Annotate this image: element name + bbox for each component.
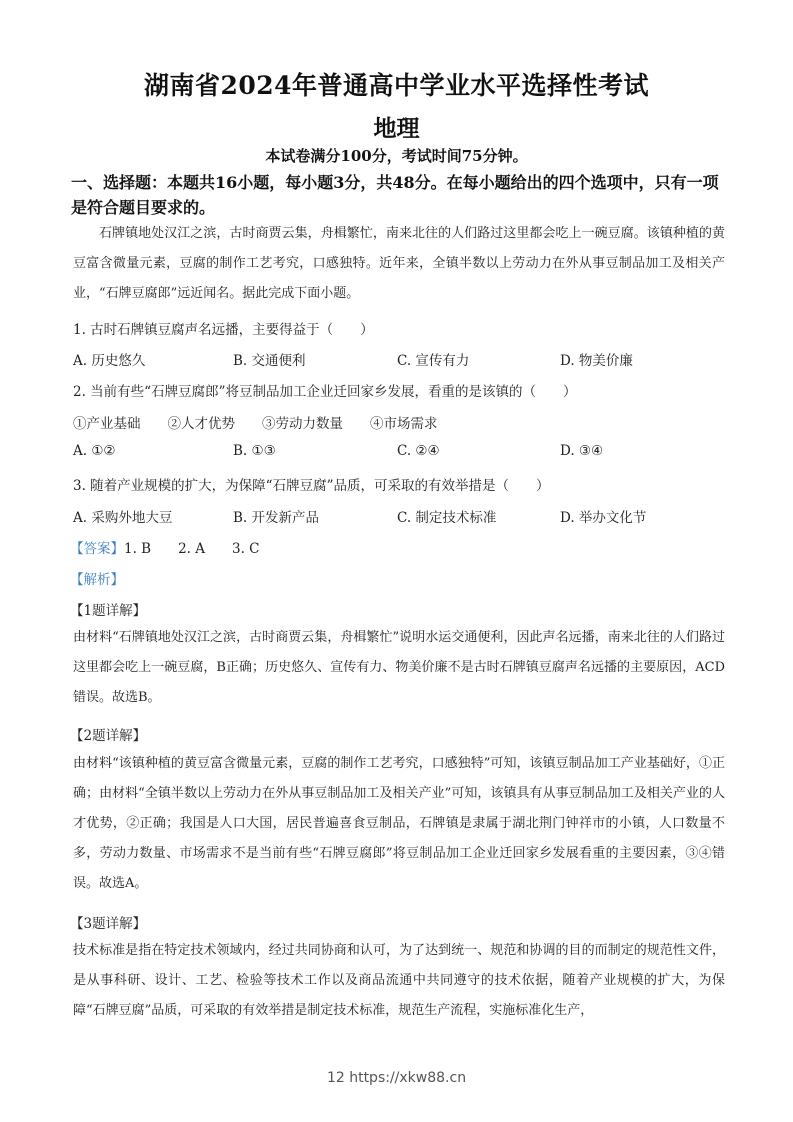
section-heading: 一、选择题：本题共16小题，每小题3分，共48分。在每小题给出的四个选项中，只有一项是符合题目要求的。 xyxy=(71,173,719,217)
question-3-option-a: A. 采购外地大豆 xyxy=(73,510,173,526)
question-1-option-d: D. 物美价廉 xyxy=(560,353,633,369)
question-1-option-a: A. 历史悠久 xyxy=(73,353,146,369)
exam-note: 本试卷满分100分，考试时间75分钟。 xyxy=(265,147,528,165)
question-2-option-a: A. ①② xyxy=(73,443,116,459)
question-1-option-c: C. 宣传有力 xyxy=(397,353,470,369)
exam-title: 湖南省2024年普通高中学业水平选择性考试 xyxy=(143,71,650,100)
question-1-stem: 1. 古时石牌镇豆腐声名远播，主要得益于（ ） xyxy=(73,322,374,338)
answer-values: 1. B 2. A 3. C xyxy=(124,541,260,557)
question-3-stem: 3. 随着产业规模的扩大，为保障“石牌豆腐”品质，可采取的有效举措是（ ） xyxy=(73,478,550,494)
question-3-option-b: B. 开发新产品 xyxy=(233,510,320,526)
detail-2-label: 【2题详解】 xyxy=(70,728,147,744)
detail-1-label: 【1题详解】 xyxy=(70,603,147,619)
detail-3-text: 技术标准是指在特定技术领域内，经过共同协商和认可，为了达到统一、规范和协调的目的而制定的规范性文件，是从事科研、设计、工艺、检验等技术工作以及商品流通中共同遵守的技术依据，随着产业规模的扩大，为保障“石牌豆腐”品质，可采取的有效举措是制定技术标准，规范生产流程，实施标准化生产， xyxy=(73,943,725,1018)
question-2-choices: ①产业基础 ②人才优势 ③劳动力数量 ④市场需求 xyxy=(73,416,438,432)
detail-3-label: 【3题详解】 xyxy=(70,916,147,932)
question-1-option-b: B. 交通便利 xyxy=(233,353,306,369)
question-3-option-c: C. 制定技术标准 xyxy=(397,510,497,526)
detail-2-text: 由材料“该镇种植的黄豆富含微量元素，豆腐的制作工艺考究，口感独特”可知，该镇豆制品加工产业基础好，①正确；由材料“全镇半数以上劳动力在外从事豆制品加工及相关产业”可知，该镇具有从事豆制品加工及相关产业的人才优势，②正确；我国是人口大国，居民普遍喜食豆制品，石牌镇是隶属于湖北荆门钟祥市的小镇，人口数量不多，劳动力数量、市场需求不是当前有些“石牌豆腐郎”将豆制品加工企业迁回家乡发展看重的主要因素，③④错误。故选A。 xyxy=(73,756,725,891)
answer-line xyxy=(70,537,260,557)
question-2-option-c: C. ②④ xyxy=(397,443,440,459)
question-2-stem: 2. 当前有些“石牌豆腐郎”将豆制品加工企业迁回家乡发展，看重的是该镇的（ ） xyxy=(73,384,577,400)
page-footer: 12 https://xkw88.cn xyxy=(326,1070,467,1086)
question-3-option-d: D. 举办文化节 xyxy=(560,510,647,526)
subject-title: 地理 xyxy=(373,115,420,142)
analysis-label: 【解析】 xyxy=(70,572,124,588)
question-2-option-b: B. ①③ xyxy=(233,443,276,459)
question-2-option-d: D. ③④ xyxy=(560,443,604,459)
answer-label: 【答案】 xyxy=(70,541,124,557)
reading-passage: 石牌镇地处汉江之滨，古时商贾云集，舟楫繁忙，南来北往的人们路过这里都会吃上一碗豆腐。该镇种植的黄豆富含微量元素，豆腐的制作工艺考究，口感独特。近年来，全镇半数以上劳动力在外从事豆制品加工及相关产业，“石牌豆腐郎”远近闻名。据此完成下面小题。 xyxy=(73,226,725,301)
detail-1-text: 由材料“石牌镇地处汉江之滨，古时商贾云集，舟楫繁忙”说明水运交通便利，因此声名远播，南来北往的人们路过这里都会吃上一碗豆腐，B正确；历史悠久、宣传有力、物美价廉不是古时石牌镇豆腐声名远播的主要原因，ACD错误。故选B。 xyxy=(73,630,725,705)
